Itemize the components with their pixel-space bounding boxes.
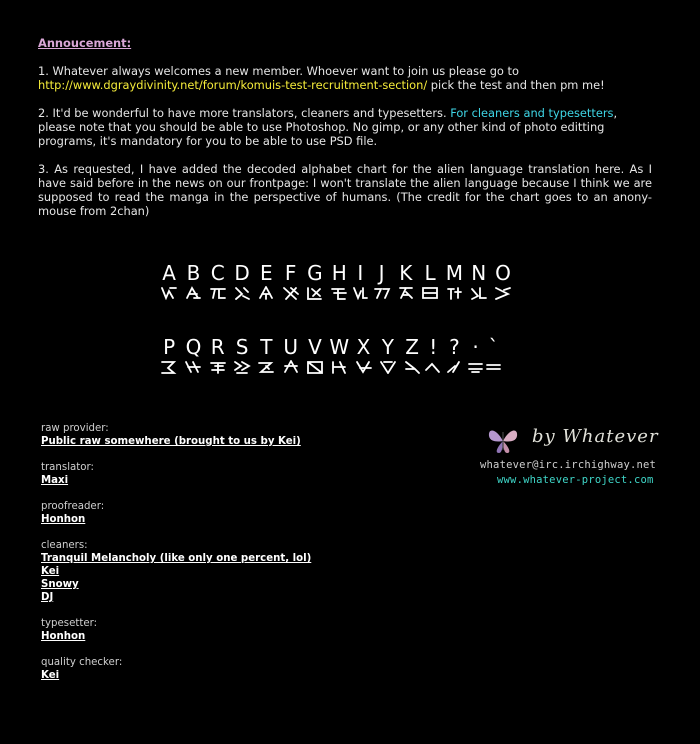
credit-name[interactable]: Tranquil Melancholy (like only one percent, lol) xyxy=(41,553,312,564)
announcement-item-1 xyxy=(38,64,652,92)
latin-letter: O xyxy=(495,261,511,285)
latin-letter: ! xyxy=(429,335,438,359)
latin-letter: · xyxy=(472,335,479,359)
alphabet-cell xyxy=(230,260,254,300)
announcement-item-3: 3. As requested, I have added the decoded alphabet chart for the alien language translation here. As I have said before in the news on our frontpage: I won't translate the alien language because I think we are supposed to read the manga in the perspective of humans. (The credit for the chart goes to an anony-mouse from 2chan) xyxy=(38,162,652,218)
credit-name[interactable]: Public raw somewhere (brought to us by Kei) xyxy=(41,436,301,447)
alien-glyph-icon xyxy=(282,286,300,300)
alien-glyph-icon xyxy=(160,286,178,300)
latin-letter: K xyxy=(399,261,413,285)
credit-role: raw provider: xyxy=(41,423,109,434)
latin-letter: J xyxy=(378,261,385,285)
credit-name[interactable]: Honhon xyxy=(41,631,86,642)
latin-letter: W xyxy=(329,335,350,359)
announcement xyxy=(38,36,652,232)
alphabet-cell xyxy=(254,260,278,300)
alien-glyph-icon xyxy=(379,360,397,374)
alien-glyph-icon xyxy=(403,360,421,374)
alphabet-cell xyxy=(394,260,418,300)
butterfly-icon xyxy=(486,426,520,456)
alphabet-cell xyxy=(327,260,351,300)
alphabet-cell xyxy=(351,260,369,300)
latin-letter: Z xyxy=(405,335,419,359)
alien-glyph-icon xyxy=(233,360,251,374)
alphabet-cell xyxy=(351,334,375,374)
alien-glyph-icon xyxy=(330,286,348,300)
latin-letter: Y xyxy=(381,335,394,359)
alphabet-cell xyxy=(278,260,302,300)
alien-glyph-icon xyxy=(257,360,275,374)
alien-glyph-icon xyxy=(209,286,227,300)
alphabet-cell xyxy=(206,260,230,300)
alien-glyph-icon xyxy=(233,286,251,300)
alphabet-cell xyxy=(157,260,181,300)
alien-glyph-icon xyxy=(424,360,442,374)
alien-glyph-icon xyxy=(355,360,373,374)
latin-letter: C xyxy=(210,261,225,285)
credit-name[interactable]: DJ xyxy=(41,592,54,603)
latin-letter: X xyxy=(356,335,371,359)
latin-letter: Q xyxy=(185,335,202,359)
alphabet-cell xyxy=(467,334,485,374)
alien-glyph-icon xyxy=(421,286,439,300)
logo-website: www.whatever-project.com xyxy=(497,474,654,486)
item-2-text: 2. It'd be wonderful to have more translators, cleaners and typesetters. xyxy=(38,106,451,120)
alphabet-cell xyxy=(278,334,302,374)
alien-glyph-icon xyxy=(467,360,485,374)
alphabet-cell xyxy=(303,334,327,374)
alien-glyph-icon xyxy=(330,360,348,374)
credit-name[interactable]: Maxi xyxy=(41,475,69,486)
alien-glyph-icon xyxy=(160,360,178,374)
latin-letter: M xyxy=(445,261,464,285)
credit-role: translator: xyxy=(41,462,94,473)
alphabet-cell xyxy=(491,260,515,300)
latin-letter: R xyxy=(210,335,225,359)
alphabet-cell xyxy=(400,334,424,374)
alphabet-cell xyxy=(467,260,491,300)
alphabet-cell xyxy=(303,260,327,300)
alien-glyph-icon xyxy=(257,286,275,300)
alphabet-cell xyxy=(442,334,466,374)
latin-letter: U xyxy=(283,335,298,359)
latin-letter: S xyxy=(235,335,249,359)
alphabet-cell xyxy=(230,334,254,374)
credit-name[interactable]: Kei xyxy=(41,670,60,681)
credit-name[interactable]: Honhon xyxy=(41,514,86,525)
latin-letter: I xyxy=(357,261,364,285)
alien-glyph-icon xyxy=(184,360,202,374)
latin-letter: A xyxy=(162,261,176,285)
alien-glyph-icon xyxy=(184,286,202,300)
recruitment-link[interactable]: http://www.dgraydivinity.net/forum/komuis-test-recruitment-section/ xyxy=(38,78,428,92)
alphabet-cell xyxy=(442,260,466,300)
latin-letter: B xyxy=(186,261,201,285)
alien-glyph-icon xyxy=(445,360,463,374)
credit-role: typesetter: xyxy=(41,618,98,629)
announcement-heading: Annoucement: xyxy=(38,36,132,50)
latin-letter: ˋ xyxy=(488,335,499,359)
alien-glyph-icon xyxy=(282,360,300,374)
alphabet-cell xyxy=(424,334,442,374)
credit-name[interactable]: Snowy xyxy=(41,579,79,590)
item-2-tail: , please note that you should be able to use Photoshop. No gimp, or any other kind of photo editting programs, it's mandatory for you to be able to use PSD file. xyxy=(38,106,618,148)
alien-glyph-icon xyxy=(485,360,503,374)
latin-letter: H xyxy=(331,261,347,285)
alien-glyph-icon xyxy=(306,286,324,300)
item-1-tail: pick the test and then pm me! xyxy=(427,78,605,92)
credits-list xyxy=(41,422,311,682)
alien-glyph-icon xyxy=(373,286,391,300)
latin-letter: D xyxy=(234,261,250,285)
alien-glyph-icon xyxy=(445,286,463,300)
alien-glyph-icon xyxy=(397,286,415,300)
latin-letter: P xyxy=(163,335,176,359)
alien-glyph-icon xyxy=(209,360,227,374)
latin-letter: F xyxy=(284,261,297,285)
latin-letter: G xyxy=(307,261,323,285)
group-logo xyxy=(476,424,666,494)
alien-glyph-icon xyxy=(306,360,324,374)
credit-role: proofreader: xyxy=(41,501,105,512)
latin-letter: E xyxy=(260,261,273,285)
alien-glyph-icon xyxy=(494,286,512,300)
latin-letter: V xyxy=(308,335,322,359)
alien-glyph-icon xyxy=(351,286,369,300)
alphabet-cell xyxy=(376,334,400,374)
announcement-item-2 xyxy=(38,106,652,148)
alphabet-cell xyxy=(206,334,230,374)
alphabet-chart-row-1 xyxy=(157,260,515,300)
alphabet-chart-row-2 xyxy=(157,334,503,374)
alphabet-cell xyxy=(181,334,205,374)
alphabet-cell xyxy=(369,260,393,300)
latin-letter: N xyxy=(471,261,487,285)
latin-letter: ? xyxy=(449,335,460,359)
item-2-highlight: For cleaners and typesetters xyxy=(450,106,614,120)
latin-letter: L xyxy=(424,261,436,285)
alien-glyph-icon xyxy=(470,286,488,300)
logo-signature: by Whatever xyxy=(532,426,659,447)
credit-role: cleaners: xyxy=(41,540,88,551)
logo-email: whatever@irc.irchighway.net xyxy=(480,459,657,471)
latin-letter: T xyxy=(260,335,273,359)
alphabet-cell xyxy=(485,334,503,374)
alphabet-cell xyxy=(157,334,181,374)
credit-role: quality checker: xyxy=(41,657,123,668)
alphabet-cell xyxy=(327,334,351,374)
alphabet-cell xyxy=(254,334,278,374)
alphabet-cell xyxy=(418,260,442,300)
item-1-text: 1. Whatever always welcomes a new member. Whoever want to join us please go to xyxy=(38,64,519,78)
credit-name[interactable]: Kei xyxy=(41,566,60,577)
alphabet-cell xyxy=(181,260,205,300)
